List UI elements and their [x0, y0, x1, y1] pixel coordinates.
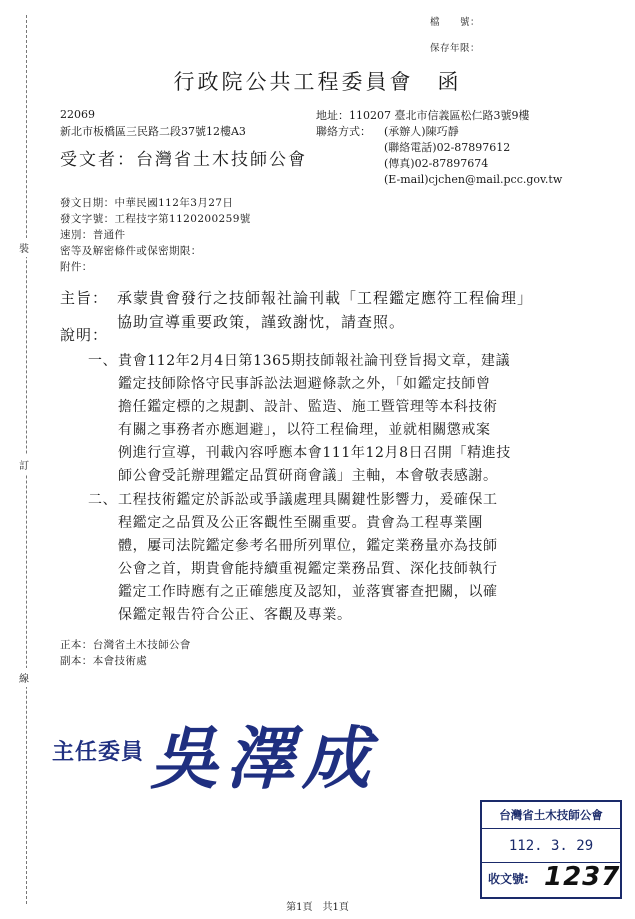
subject-label: 主旨： — [60, 289, 109, 307]
item-2-text — [118, 489, 498, 627]
item-2-line: 體，屢司法院鑑定參考名冊所列單位，鑑定業務量亦為技師 — [118, 538, 498, 554]
item-1-line: 貴會112年2月4日第1365期技師報社論刊登旨揭文章，建議 — [118, 353, 511, 369]
stamp-organization: 台灣省土木技師公會 — [499, 808, 603, 822]
item-1-line: 例進行宣導，刊載內容呼應本會111年12月8日召開「精進技 — [118, 445, 511, 461]
item-2-line: 工程技術鑑定於訴訟或爭議處理具關鍵性影響力，爰確保工 — [118, 492, 498, 508]
secrecy-level: 密等及解密條件或保密期限： — [60, 245, 202, 257]
signature-title: 主任委員 — [52, 739, 145, 765]
stamp-receipt-number: 1237 — [544, 862, 621, 892]
contact-fax: (傳真)02-87897674 — [384, 157, 489, 170]
subject-line-1: 承蒙貴會發行之技師報社論刊載「工程鑑定應符工程倫理」 — [117, 289, 534, 307]
binding-mark-zhuang: 裝 — [19, 238, 29, 257]
sender-postcode: 22069 — [60, 108, 95, 121]
stamp-date: 112. 3. 29 — [508, 838, 594, 854]
item-1-number: 一、 — [88, 353, 118, 369]
retention-label: 保存年限： — [430, 43, 481, 54]
item-1-line: 有關之事務者亦應迴避」，以符工程倫理，並就相關懲戒案 — [118, 422, 491, 438]
contact-phone: (聯絡電話)02-87897612 — [384, 141, 511, 154]
signature-name: 吳澤成 — [150, 719, 379, 799]
item-2-line: 程鑑定之品質及公正客觀性至關重要。貴會為工程專業團 — [118, 515, 483, 531]
page-footer: 第1頁 共1頁 — [286, 902, 349, 913]
page-title: 行政院公共工程委員會 函 — [173, 70, 462, 94]
recipient: 受文者：台灣省土木技師公會 — [60, 150, 307, 170]
sender-address: 新北市板橋區三民路二段37號12樓A3 — [60, 125, 246, 138]
delivery-speed: 速別：普通件 — [60, 229, 126, 241]
attachment: 附件： — [60, 261, 93, 273]
explanation-label: 說明： — [60, 326, 109, 344]
contact-email: (E-mail)cjchen@mail.pcc.gov.tw — [384, 173, 563, 186]
contact-method-label: 聯絡方式： — [316, 125, 371, 138]
original-recipient: 正本：台灣省土木技師公會 — [60, 639, 191, 651]
document-number: 發文字號：工程技字第1120200259號 — [60, 213, 251, 225]
item-1-line: 師公會受託辦理鑑定品質研商會議」主軸，本會敬表感謝。 — [118, 468, 498, 484]
binding-mark-xian: 線 — [19, 668, 29, 687]
item-1-line: 鑑定技師除恪守民事訴訟法迴避條款之外，「如鑑定技師曾 — [118, 376, 491, 392]
stamp-divider — [482, 828, 620, 829]
receipt-stamp — [480, 800, 622, 899]
item-2-line: 公會之首，期貴會能持續重視鑑定業務品質、深化技師執行 — [118, 561, 498, 577]
item-2-line: 鑑定工作時應有之正確態度及認知，並落實審查把關，以確 — [118, 584, 498, 600]
file-number-label: 檔 號： — [430, 17, 481, 28]
contact-address: 地址：110207 臺北市信義區松仁路3號9樓 — [316, 109, 530, 122]
item-1-text — [118, 350, 511, 488]
copy-recipient: 副本：本會技術處 — [60, 655, 148, 667]
item-2-line: 保鑑定報告符合公正、客觀及專業。 — [118, 607, 352, 623]
issue-date: 發文日期：中華民國112年3月27日 — [60, 197, 234, 209]
item-1-line: 擔任鑑定標的之規劃、設計、監造、施工暨管理等本科技術 — [118, 399, 498, 415]
contact-person: (承辦人)陳巧靜 — [384, 125, 459, 138]
subject-line-2: 協助宣導重要政策，謹致謝忱，請查照。 — [117, 313, 406, 331]
binding-margin — [0, 0, 36, 919]
binding-mark-ding: 訂 — [19, 455, 29, 474]
stamp-receipt-label: 收文號: — [488, 872, 529, 886]
item-2-number: 二、 — [88, 492, 118, 508]
